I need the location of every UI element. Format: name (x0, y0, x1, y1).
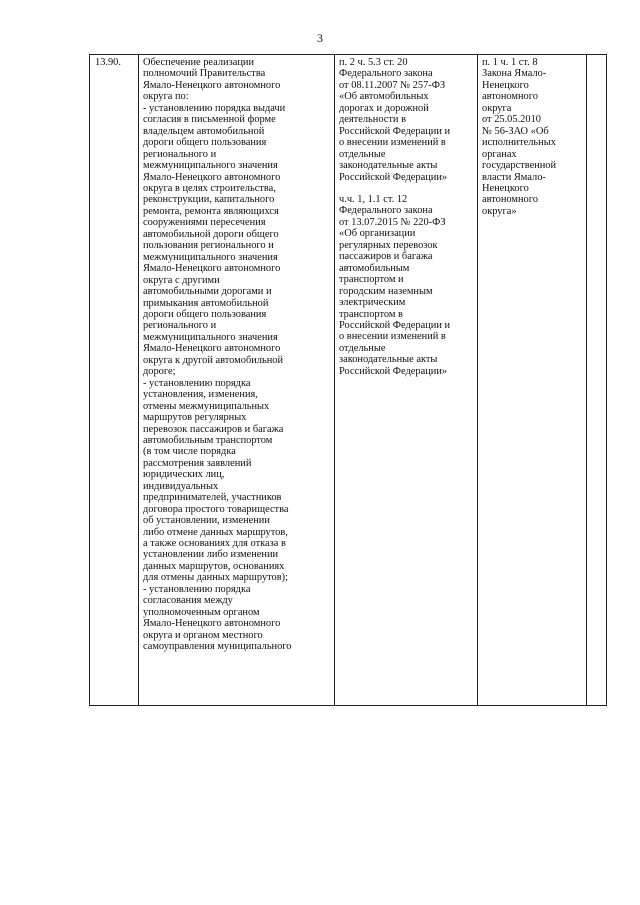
federal-basis-line: о внесении изменений в (339, 331, 446, 343)
federal-basis-text-1 (339, 57, 474, 183)
authority-line: ремонта, ремонта являющихся (143, 205, 279, 217)
authority-line: пользования регионального и (143, 240, 274, 252)
authority-cell (139, 55, 335, 706)
extra-cell (587, 55, 607, 706)
authority-line: округа в целях строительства, (143, 182, 276, 194)
regional-basis-line: Ненецкого (482, 182, 529, 194)
authority-line: маршрутов регулярных (143, 412, 247, 424)
authority-line: Обеспечение реализации (143, 57, 254, 68)
authority-line: самоуправления муниципального (143, 641, 292, 653)
federal-basis-line: Российской Федерации и (339, 125, 451, 137)
federal-basis-line: от 13.07.2015 № 220-ФЗ (339, 216, 446, 228)
authority-line: межмуниципального значения (143, 251, 278, 263)
regional-basis-line: Закона Ямало- (482, 68, 547, 80)
authority-line: - установлению порядка (143, 583, 251, 595)
federal-basis-line: транспортом и (339, 274, 404, 286)
authority-line: Ямало-Ненецкого автономного (143, 343, 281, 355)
federal-basis-line: транспортом в (339, 308, 403, 320)
authority-line: установления, изменения, (143, 389, 258, 401)
authority-line: регионального и (143, 320, 217, 332)
federal-basis-line: электрическим (339, 297, 406, 309)
federal-basis-line: регулярных перевозок (339, 239, 438, 251)
page-number: 3 (317, 31, 323, 45)
authority-line: владельцем автомобильной (143, 125, 265, 137)
authority-line: дороги общего пользования (143, 308, 267, 320)
federal-basis-text-2 (339, 194, 474, 377)
regional-basis-text (482, 57, 583, 217)
federal-basis-line: Российской Федерации и (339, 319, 451, 331)
federal-basis-cell (335, 55, 478, 706)
authority-line: полномочий Правительства (143, 68, 266, 80)
federal-basis-line: отдельные (339, 342, 386, 354)
authority-line: Ямало-Ненецкого автономного (143, 618, 281, 630)
authority-line: предпринимателей, участников (143, 492, 282, 504)
authority-line: сооружениями пересечения (143, 217, 266, 229)
authority-line: - установлению порядка выдачи (143, 102, 286, 114)
regional-basis-line: власти Ямало- (482, 171, 546, 183)
authority-line: реконструкции, капитального (143, 194, 275, 206)
regional-basis-line: автономного (482, 194, 538, 206)
regional-basis-line: органах (482, 148, 517, 160)
authority-line: (в том числе порядка (143, 446, 236, 458)
regional-basis-line: округа» (482, 205, 517, 217)
authority-line: Ямало-Ненецкого автономного (143, 263, 281, 275)
regional-basis-line: автономного (482, 91, 538, 103)
authority-line: а также основаниях для отказа в (143, 538, 286, 550)
authority-line: - установлению порядка (143, 377, 251, 389)
federal-basis-line: Федерального закона (339, 205, 433, 217)
regional-basis-line: № 56-ЗАО «Об (482, 125, 549, 137)
authority-line: рассмотрения заявлений (143, 457, 252, 469)
federal-basis-line: о внесении изменений в (339, 137, 446, 149)
authority-line: Ямало-Ненецкого автономного (143, 171, 281, 183)
federal-basis-line: «Об автомобильных (339, 91, 429, 103)
federal-basis-line: отдельные (339, 148, 386, 160)
authority-line: установлении либо изменении (143, 549, 279, 561)
federal-basis-line: городским наземным (339, 285, 433, 297)
table-row (90, 55, 607, 706)
authority-line: округа к другой автомобильной (143, 354, 284, 366)
federal-basis-line: деятельности в (339, 114, 406, 126)
regional-basis-line: округа (482, 102, 512, 114)
regional-basis-line: исполнительных (482, 137, 556, 149)
federal-basis-line: п. 2 ч. 5.3 ст. 20 (339, 57, 408, 68)
regional-basis-line: от 25.05.2010 (482, 114, 541, 126)
authority-text (143, 57, 331, 653)
authority-line: примыкания автомобильной (143, 297, 269, 309)
authority-line: юридических лиц, (143, 469, 225, 481)
federal-basis-line: ч.ч. 1, 1.1 ст. 12 (339, 193, 408, 205)
authority-line: отмены межмуниципальных (143, 400, 270, 412)
authority-line: округа с другими (143, 274, 220, 286)
paragraph-gap (339, 183, 474, 194)
authority-line: дороги общего пользования (143, 137, 267, 149)
federal-basis-line: Российской Федерации» (339, 365, 448, 377)
federal-basis-line: дорогах и дорожной (339, 102, 429, 114)
authority-line: для отмены данных маршрутов); (143, 572, 288, 584)
authority-line: автомобильным транспортом (143, 434, 273, 446)
row-number: 13.90. (95, 57, 121, 68)
authority-line: автомобильными дорогами и (143, 286, 272, 298)
regional-basis-line: п. 1 ч. 1 ст. 8 (482, 57, 538, 68)
federal-basis-line: Российской Федерации» (339, 171, 448, 183)
authority-line: уполномоченным органом (143, 606, 260, 618)
federal-basis-line: автомобильным (339, 262, 410, 274)
authority-line: согласия в письменной форме (143, 114, 276, 126)
federal-basis-line: от 08.11.2007 № 257-ФЗ (339, 79, 446, 91)
federal-basis-line: законодательные акты (339, 160, 438, 172)
regional-basis-line: государственной (482, 160, 557, 172)
regional-basis-cell (478, 55, 587, 706)
authority-line: автомобильной дороги общего (143, 228, 279, 240)
authority-line: согласования между (143, 595, 233, 607)
authority-line: индивидуальных (143, 480, 219, 492)
authority-line: либо отмене данных маршрутов, (143, 526, 288, 538)
federal-basis-line: «Об организации (339, 228, 416, 240)
authority-line: договора простого товарищества (143, 503, 289, 515)
federal-basis-line: Федерального закона (339, 68, 433, 80)
authority-line: об установлении, изменении (143, 515, 270, 527)
regional-basis-line: Ненецкого (482, 79, 529, 91)
authority-line: данных маршрутов, основаниях (143, 560, 285, 572)
federal-basis-line: законодательные акты (339, 354, 438, 366)
authority-line: регионального и (143, 148, 217, 160)
row-number-cell (90, 55, 139, 706)
authority-line: дороге; (143, 366, 176, 378)
authority-line: Ямало-Ненецкого автономного (143, 79, 281, 91)
authority-line: межмуниципального значения (143, 331, 278, 343)
authority-line: межмуниципального значения (143, 160, 278, 172)
authority-line: округа по: (143, 91, 189, 103)
authority-line: округа и органом местного (143, 629, 263, 641)
federal-basis-line: пассажиров и багажа (339, 251, 433, 263)
competence-table (89, 54, 607, 706)
authority-line: перевозок пассажиров и багажа (143, 423, 284, 435)
